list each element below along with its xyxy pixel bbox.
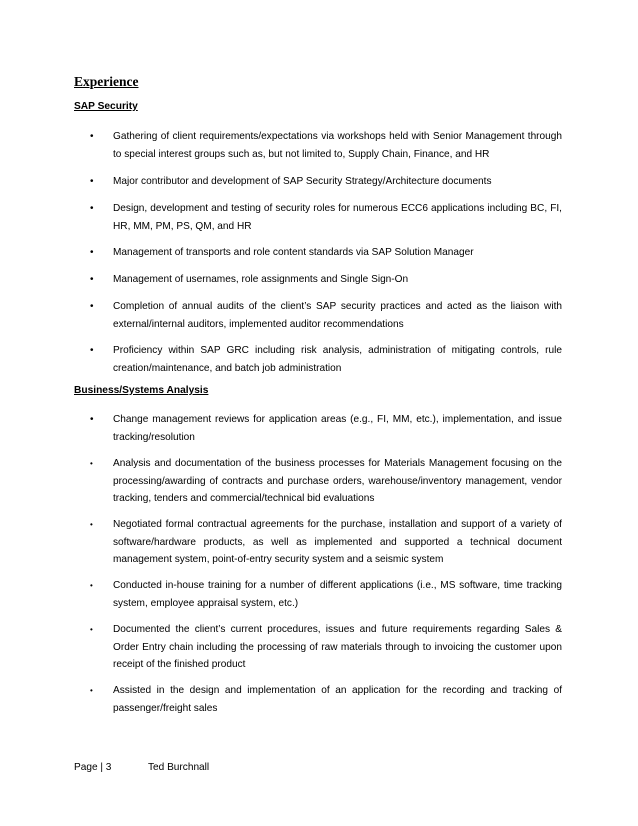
experience-heading: Experience <box>74 74 139 89</box>
list-item-text: Gathering of client requirements/expectations via workshops held with Senior Management through to special interest groups such as, but not limited to, Supply Chain, Finance, and HR <box>113 131 562 160</box>
list-item-text: Proficiency within SAP GRC including risk analysis, administration of mitigating controls, rule creation/maintenance, and batch job administration <box>113 345 562 374</box>
bullet-icon: • <box>90 414 94 425</box>
list-item-text: Assisted in the design and implementation of an application for the recording and tracking of passenger/freight sales <box>113 685 562 714</box>
list-item-text: Conducted in-house training for a number of different applications (i.e., MS software, time tracking system, employee appraisal system, etc.) <box>113 580 562 609</box>
section-title-sap-security: SAP Security <box>74 101 138 112</box>
bullet-icon: • <box>90 625 93 634</box>
list-item-text: Design, development and testing of security roles for numerous ECC6 applications including BC, FI, HR, MM, PM, PS, QM, and HR <box>113 203 562 232</box>
bullet-icon: • <box>90 301 94 312</box>
bullet-icon: • <box>90 581 93 590</box>
list-item-text: Change management reviews for application areas (e.g., FI, MM, etc.), implementation, and issue tracking/resolution <box>113 414 562 443</box>
bullet-icon: • <box>90 686 93 695</box>
section-title-business-systems-analysis: Business/Systems Analysis <box>74 385 209 396</box>
footer-author-name: Ted Burchnall <box>148 762 210 773</box>
footer-page-number: Page | 3 <box>74 762 112 773</box>
list-item-text: Major contributor and development of SAP Security Strategy/Architecture documents <box>113 176 492 187</box>
list-item-text: Analysis and documentation of the business processes for Materials Management focusing on the processing/awarding of contracts and purchase orders, warehouse/inventory management, vendor tracking, tenders and commercial/technical bid evaluations <box>113 458 562 504</box>
bullet-icon: • <box>90 247 94 258</box>
list-item-text: Documented the client’s current procedures, issues and future requirements regarding Sales & Order Entry chain including the processing of raw materials through to invoicing the customer upon receipt of the finished product <box>113 624 562 670</box>
bullet-icon: • <box>90 520 93 529</box>
bullet-icon: • <box>90 274 94 285</box>
bullet-icon: • <box>90 131 94 142</box>
list-item-text: Completion of annual audits of the client’s SAP security practices and acted as the liaison with external/internal auditors, implemented auditor recommendations <box>113 301 562 330</box>
bullet-icon: • <box>90 203 94 214</box>
bullet-icon: • <box>90 176 94 187</box>
list-item-text: Management of usernames, role assignments and Single Sign-On <box>113 274 409 285</box>
list-item-text: Management of transports and role content standards via SAP Solution Manager <box>113 247 474 258</box>
list-item-text: Negotiated formal contractual agreements for the purchase, installation and support of a variety of software/hardware products, as well as implemented and supported a technical document management system, point-of-entry security system and a seismic system <box>113 519 562 565</box>
bullet-icon: • <box>90 459 93 468</box>
bullet-icon: • <box>90 345 94 356</box>
